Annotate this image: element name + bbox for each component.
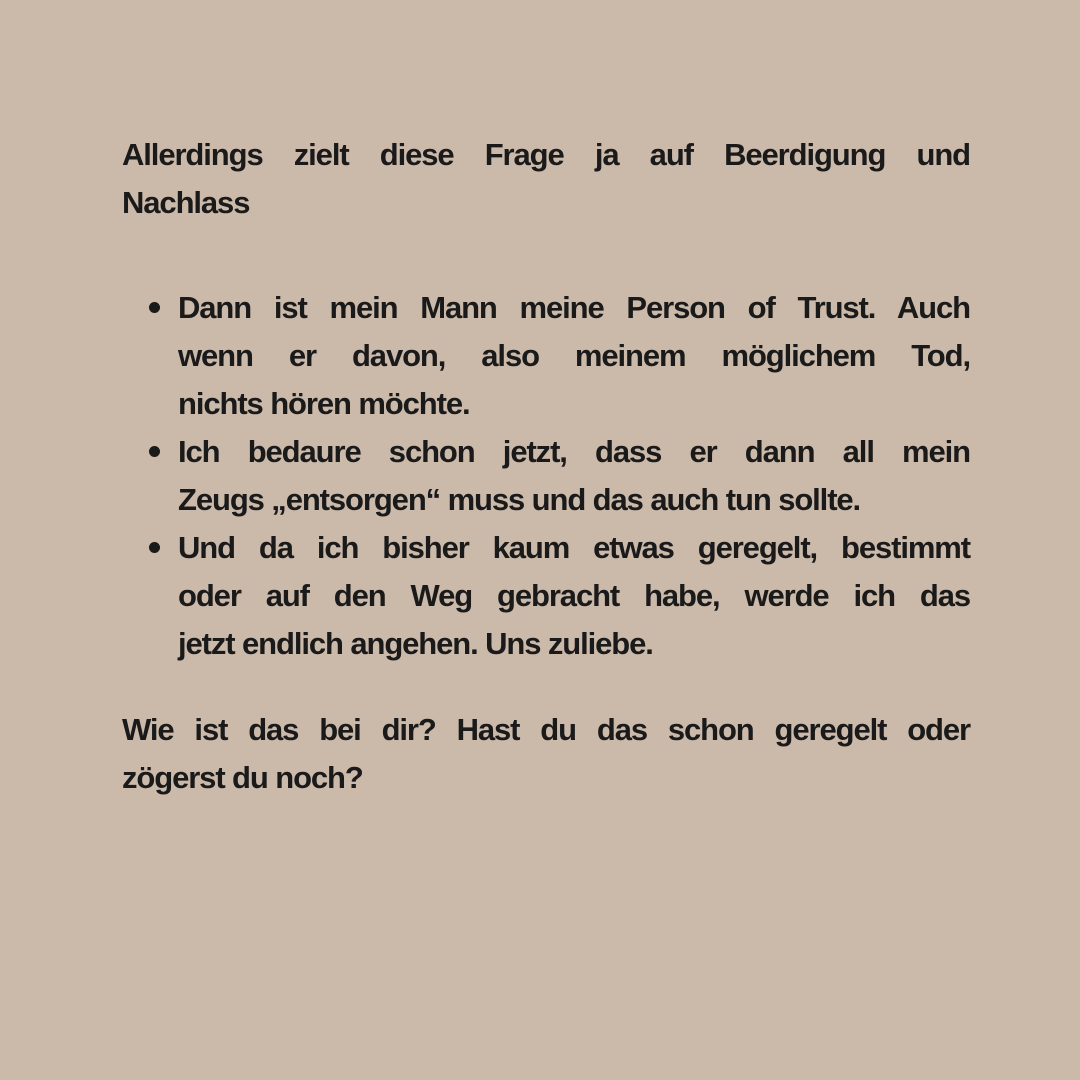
- list-item-line: nichts hören möchte.: [178, 386, 470, 421]
- list-item: [122, 284, 970, 428]
- list-item-line: oder auf den Weg gebracht habe, werde ich das: [178, 578, 970, 613]
- list-item-line: jetzt endlich angehen. Uns zuliebe.: [178, 626, 653, 661]
- bullet-list: [122, 284, 970, 668]
- bullet-icon: [149, 542, 160, 553]
- list-item: [122, 428, 970, 524]
- list-item-line: Dann ist mein Mann meine Person of Trust. Auch: [178, 290, 970, 325]
- bullet-icon: [149, 302, 160, 313]
- intro-line-2: Nachlass: [122, 185, 250, 220]
- list-item-line: Zeugs „entsorgen“ muss und das auch tun sollte.: [178, 482, 861, 517]
- closing-paragraph: [122, 706, 970, 802]
- closing-line-2: zögerst du noch?: [122, 760, 363, 795]
- bullet-icon: [149, 446, 160, 457]
- intro-paragraph: [122, 131, 970, 227]
- list-item-line: Und da ich bisher kaum etwas geregelt, bestimmt: [178, 530, 970, 565]
- list-item: [122, 524, 970, 668]
- intro-line-1: Allerdings zielt diese Frage ja auf Beerdigung und: [122, 137, 970, 172]
- list-item-line: wenn er davon, also meinem möglichem Tod,: [178, 338, 970, 373]
- closing-line-1: Wie ist das bei dir? Hast du das schon geregelt oder: [122, 712, 970, 747]
- list-item-line: Ich bedaure schon jetzt, dass er dann all mein: [178, 434, 970, 469]
